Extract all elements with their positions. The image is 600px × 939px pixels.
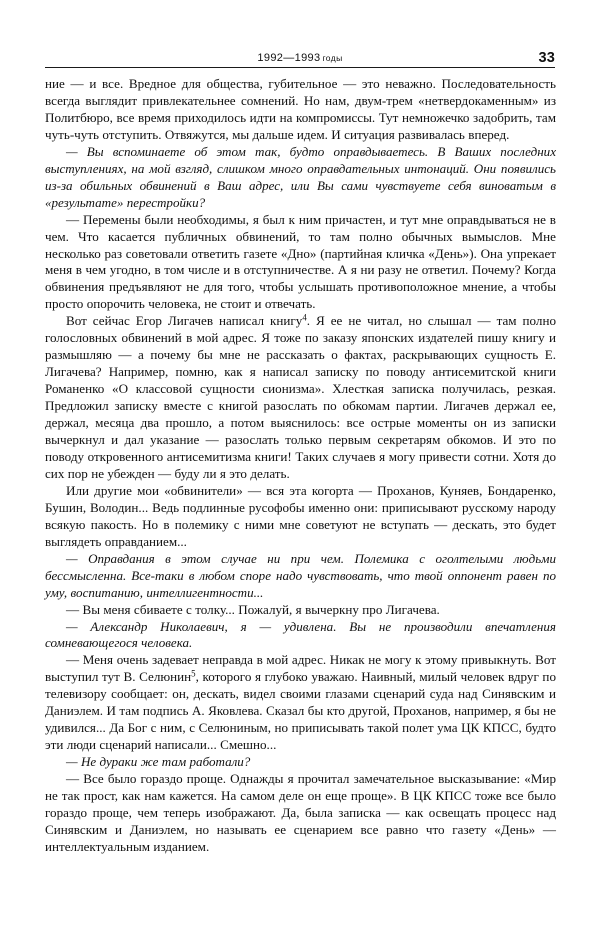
paragraph-question-fools: — Не дураки же там работали? bbox=[66, 754, 251, 770]
paragraph-continued: ние — и все. Вредное для общества, губительное — это неважно. Последовательность всегда выглядит привлекательнее сомнений. Но нам, двум-трем «нетвердокаменным» из Политбюро, все время приходилось идти на компромиссы. Тут немножечко задобрить, там чуть-чуть отступить. Отвяжутся, мы дальше идем. И ситуация развивалась вперед. bbox=[45, 76, 556, 142]
paragraph-answer-simpler: — Все было гораздо проще. Однажды я прочитал замечательное высказывание: «Мир не так прост, как нам кажется. На самом деле он еще проще». В ЦК КПСС тоже все было гораздо проще, чем теперь изображают. Да, была записка — как освещать процесс над Синявским и Даниэлем, но называть ее сценарием все равно что газету «День» — интеллектуальным изданием. bbox=[45, 771, 556, 854]
page-number: 33 bbox=[538, 50, 555, 66]
running-head-title bbox=[45, 52, 555, 64]
paragraph-selyunin bbox=[45, 652, 556, 754]
paragraph-ligachev-book bbox=[45, 313, 556, 483]
paragraph-question-polemics: — Оправдания в этом случае ни при чем. Полемика с оголтелыми людьми бессмысленна. Все-таки в любом споре надо чувствовать, что твой оппонент равен по уму, воспитанию, интеллигентности... bbox=[45, 550, 556, 600]
ligachev-text-before-footnote: Вот сейчас Егор Лигачев написал книгу bbox=[66, 313, 303, 329]
footnote-marker-4: 4 bbox=[302, 313, 307, 324]
body-text-column bbox=[45, 76, 556, 856]
ligachev-text-after-footnote: . Я ее не читал, но слышал — там полно голословных обвинений в мой адрес. Я тоже по заказу японских издателей пишу книгу и размышляю — а почему бы мне не рассказать о фактах, раскрывающих сущность Е. Лигачева? Например, помню, как я написал записку по поводу антисемитской книги Романенко «О классовой сущности сионизма». Хлесткая записка получилась, резкая. Предложил записку вместе с книгой разослать по обкомам партии. Лигачев держал ее, держал, месяца два прошло, а потом выяснилось: все острые моменты он из записки вычеркнул и дал указание — разослать только первым секретарям обкомов. И это по поводу откровенного антисемитизма книги! Таких случаев я могу привести сотни. Хотя до сих пор не убежден — буду ли я это делать. bbox=[45, 313, 556, 481]
selyunin-text-after-footnote: , которого я глубоко уважаю. Наивный, милый человек вдруг по телевизору сообщает: он, дескать, видел своими глазами сценарий суда над Синявским и Даниэлем. И там подпись А. Яковлева. Сказал бы кто другой, Проханов, например, я бы не удивился... Да Бог с ним, с Селюниным, но приписывать такой полет ума ЦК КПСС, будто эти люди сценарий написали... Смешно... bbox=[45, 669, 556, 753]
selyunin-text-before-footnote: — Меня очень задевает неправда в мой адрес. Никак не могу к этому привыкнуть. Вот выступил тут В. Селюнин bbox=[45, 652, 556, 685]
running-head-word: годы bbox=[322, 53, 343, 63]
running-head-years: 1992—1993 bbox=[257, 52, 321, 64]
paragraph-question-surprised: — Александр Николаевич, я — удивлена. Вы не производили впечатления сомневающегося человека. bbox=[45, 618, 556, 651]
paragraph-question-justification: — Вы вспоминаете об этом так, будто оправдываетесь. В Ваших последних выступлениях, на мой взгляд, слишком много оправдательных интонаций. Они появились из-за обильных обвинений в Ваш адрес, или Вы сами чувствуете себя виноватым в «результате» перестройки? bbox=[45, 143, 556, 210]
running-head bbox=[45, 46, 555, 68]
footnote-marker-5: 5 bbox=[191, 669, 196, 680]
running-head-inner bbox=[45, 46, 555, 67]
paragraph-accusers: Или другие мои «обвинители» — вся эта когорта — Проханов, Куняев, Бондаренко, Бушин, Володин... Ведь подлинные русофобы именно они: приписывают русскому народу всякую пакость. Но в полемику с ними мне советуют не вступать — дескать, это будет выглядеть оправданием... bbox=[45, 482, 556, 549]
paragraph-answer-confused: — Вы меня сбиваете с толку... Пожалуй, я вычеркну про Лигачева. bbox=[66, 601, 440, 617]
paragraph-answer-changes: — Перемены были необходимы, я был к ним причастен, и тут мне оправдываться не в чем. Что касается публичных обвинений, то там полно обычных вымыслов. Мне несколько раз советовали ответить газете «Дно» (партийная кличка «День»). Она упрекает меня в чем угодно, в том числе и в отступничестве. А я ни разу не ответил. Почему? Когда обвинения предъявляют не для того, чтобы услышать противоположное мнение, а чтобы просто опорочить человека, не стоит и отвечать. bbox=[45, 211, 556, 312]
